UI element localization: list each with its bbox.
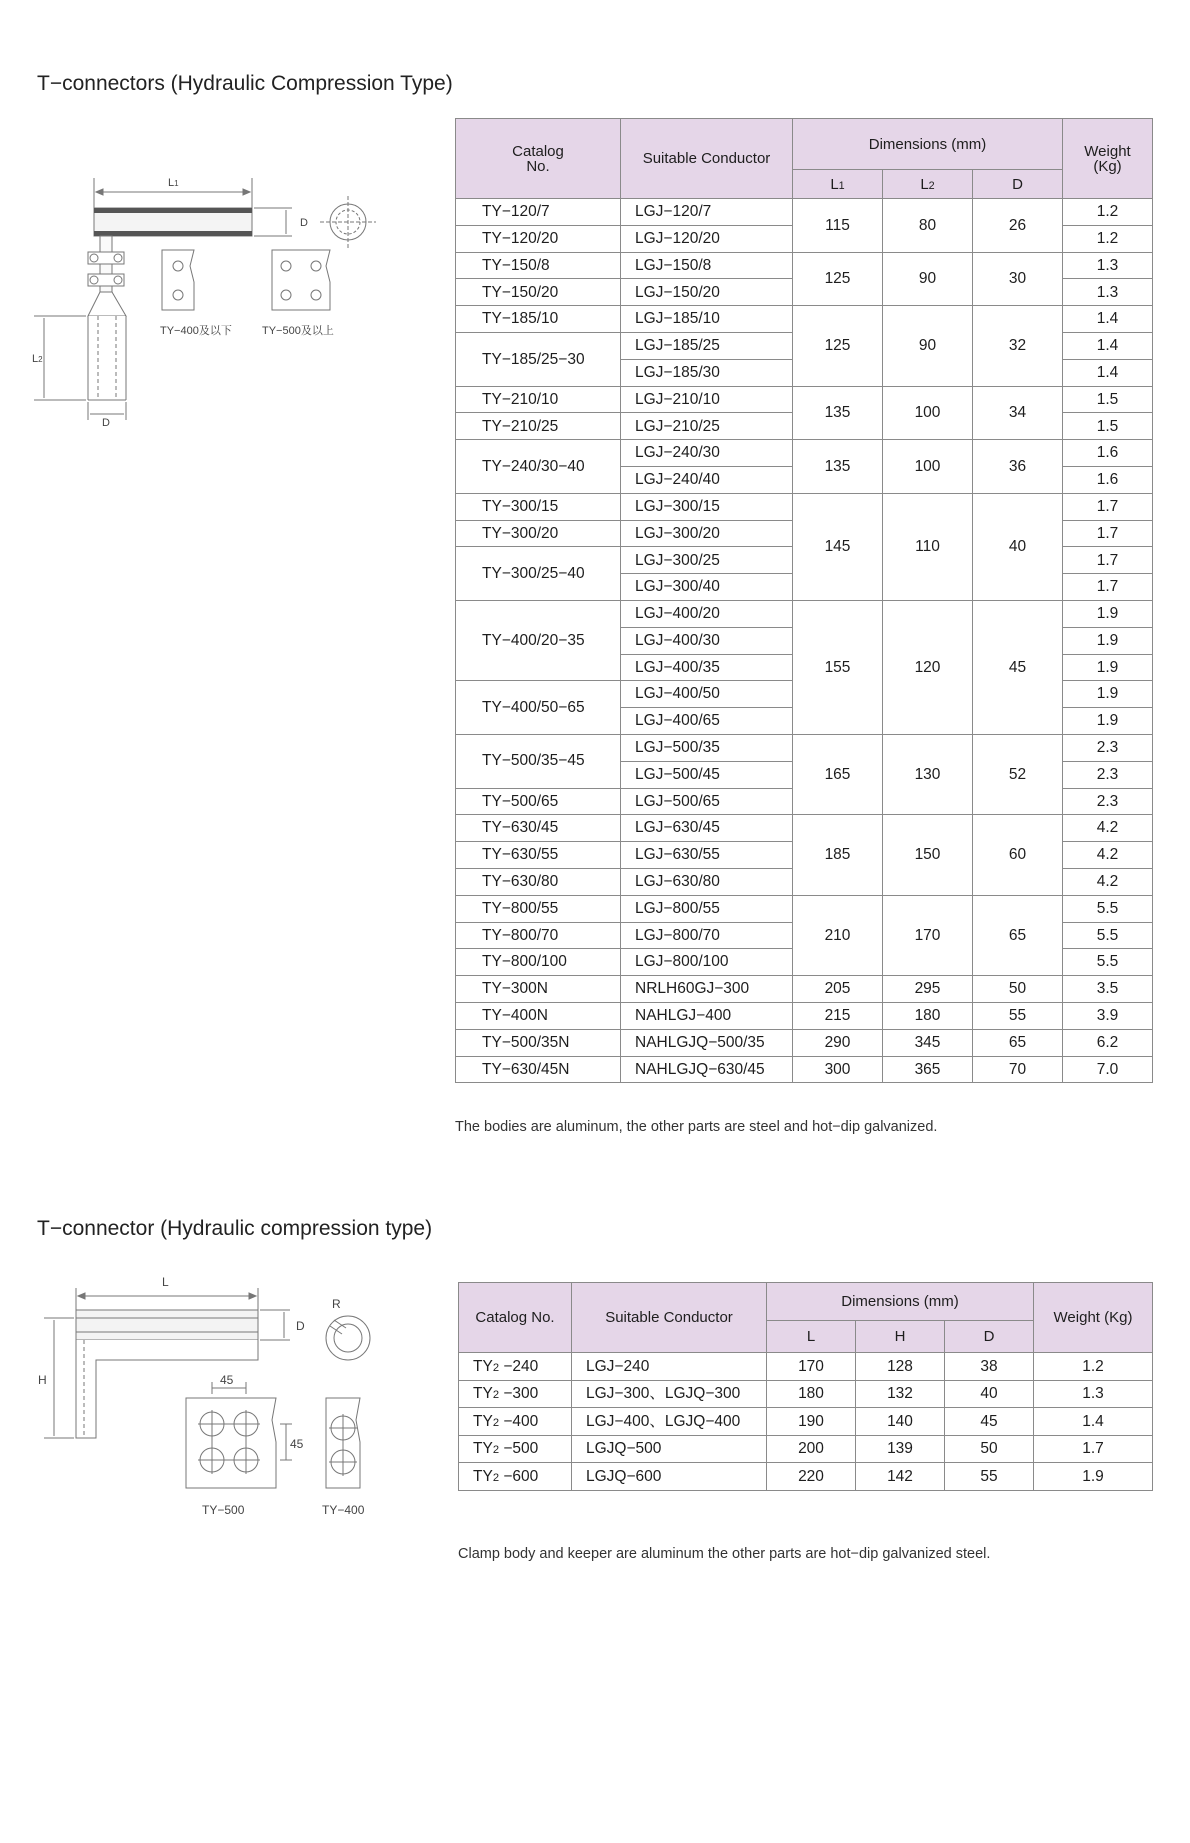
dimension-l1-cell: 125 (793, 252, 883, 306)
header-conductor: Suitable Conductor (621, 119, 793, 199)
conductor-cell: LGJ−400/35 (621, 654, 793, 681)
dimension-d-cell: 34 (973, 386, 1063, 440)
conductor-cell: LGJ−185/10 (621, 306, 793, 333)
header-l2: L2 (883, 170, 973, 199)
dimension-d-cell: 30 (973, 252, 1063, 306)
dimension-l2-cell: 295 (883, 976, 973, 1003)
catalog-cell: TY−400/20−35 (456, 600, 621, 680)
d-cell: 50 (945, 1435, 1034, 1463)
catalog-cell: TY−120/20 (456, 225, 621, 252)
catalog-cell: TY−210/10 (456, 386, 621, 413)
weight-cell: 1.7 (1063, 493, 1153, 520)
table-row (459, 1435, 1153, 1463)
weight-cell: 1.3 (1034, 1380, 1153, 1408)
dimension-l1-cell: 210 (793, 895, 883, 975)
dim-l2-label: L2 (32, 353, 43, 365)
h-cell: 140 (856, 1408, 945, 1436)
catalog-cell: TY−500/65 (456, 788, 621, 815)
dimension-l2-cell: 90 (883, 306, 973, 386)
conductor-cell: LGJ−400/65 (621, 708, 793, 735)
catalog-cell: TY2 −300 (459, 1380, 572, 1408)
catalog-cell: TY−240/30−40 (456, 440, 621, 494)
caption-ty500: TY−500及以上 (262, 325, 334, 337)
header-l1: L1 (793, 170, 883, 199)
weight-cell: 1.5 (1063, 386, 1153, 413)
dimension-l1-cell: 165 (793, 734, 883, 814)
dimension-l2-cell: 120 (883, 600, 973, 734)
dimension-l1-cell: 215 (793, 1002, 883, 1029)
catalog-cell: TY−210/25 (456, 413, 621, 440)
weight-cell: 1.6 (1063, 466, 1153, 493)
dimension-l1-cell: 205 (793, 976, 883, 1003)
weight-cell: 1.9 (1063, 627, 1153, 654)
conductor-cell: LGJ−240 (572, 1353, 767, 1381)
dimension-l2-cell: 100 (883, 386, 973, 440)
header-h: H (856, 1321, 945, 1353)
weight-cell: 1.3 (1063, 252, 1153, 279)
weight-cell: 3.9 (1063, 1002, 1153, 1029)
weight-cell: 5.5 (1063, 922, 1153, 949)
dimension-d-cell: 70 (973, 1056, 1063, 1083)
spec-table-2 (458, 1282, 1153, 1491)
conductor-cell: LGJ−120/7 (621, 199, 793, 226)
dimension-d-cell: 32 (973, 306, 1063, 386)
catalog-cell: TY−300/25−40 (456, 547, 621, 601)
catalog-cell: TY−630/55 (456, 842, 621, 869)
weight-cell: 1.7 (1063, 574, 1153, 601)
conductor-cell: LGJ−120/20 (621, 225, 793, 252)
weight-cell: 1.9 (1063, 654, 1153, 681)
conductor-cell: LGJ−210/25 (621, 413, 793, 440)
dimension-d-cell: 52 (973, 734, 1063, 814)
weight-cell: 5.5 (1063, 949, 1153, 976)
dim-r-label: R (332, 1297, 341, 1311)
catalog-cell: TY−630/45N (456, 1056, 621, 1083)
dim-l1-label: L1 (168, 177, 179, 189)
conductor-cell: LGJ−630/80 (621, 868, 793, 895)
conductor-cell: LGJ−400、LGJQ−400 (572, 1408, 767, 1436)
header-weight-2: Weight (Kg) (1034, 1283, 1153, 1353)
dimension-l1-cell: 185 (793, 815, 883, 895)
section1-note: The bodies are aluminum, the other parts are steel and hot−dip galvanized. (455, 1119, 938, 1135)
weight-cell: 1.4 (1063, 306, 1153, 333)
conductor-cell: LGJ−400/50 (621, 681, 793, 708)
catalog-cell: TY2 −240 (459, 1353, 572, 1381)
dimension-l1-cell: 145 (793, 493, 883, 600)
dimension-l2-cell: 100 (883, 440, 973, 494)
dimension-d-cell: 45 (973, 600, 1063, 734)
catalog-cell: TY−120/7 (456, 199, 621, 226)
dimension-l2-cell: 90 (883, 252, 973, 306)
conductor-cell: LGJ−300/15 (621, 493, 793, 520)
weight-cell: 2.3 (1063, 761, 1153, 788)
conductor-cell: LGJ−400/20 (621, 600, 793, 627)
dimension-l2-cell: 150 (883, 815, 973, 895)
catalog-cell: TY−500/35−45 (456, 734, 621, 788)
section2-title: T−connector (Hydraulic compression type) (37, 1217, 433, 1240)
d-cell: 38 (945, 1353, 1034, 1381)
catalog-cell: TY2 −400 (459, 1408, 572, 1436)
weight-cell: 6.2 (1063, 1029, 1153, 1056)
catalog-cell: TY−150/8 (456, 252, 621, 279)
conductor-cell: NAHLGJ−400 (621, 1002, 793, 1029)
conductor-cell: LGJ−185/25 (621, 332, 793, 359)
l-cell: 180 (767, 1380, 856, 1408)
conductor-cell: NAHLGJQ−500/35 (621, 1029, 793, 1056)
h-cell: 142 (856, 1463, 945, 1491)
h-cell: 128 (856, 1353, 945, 1381)
weight-cell: 1.4 (1034, 1408, 1153, 1436)
conductor-cell: LGJQ−500 (572, 1435, 767, 1463)
h-cell: 139 (856, 1435, 945, 1463)
conductor-cell: LGJ−240/40 (621, 466, 793, 493)
weight-cell: 2.3 (1063, 734, 1153, 761)
weight-cell: 1.4 (1063, 359, 1153, 386)
dimension-l1-cell: 155 (793, 600, 883, 734)
table-row (459, 1380, 1153, 1408)
conductor-cell: LGJ−400/30 (621, 627, 793, 654)
catalog-cell: TY−800/70 (456, 922, 621, 949)
catalog-cell: TY−300/20 (456, 520, 621, 547)
d-cell: 55 (945, 1463, 1034, 1491)
dimension-d-cell: 36 (973, 440, 1063, 494)
dim-h-label: H (38, 1373, 47, 1387)
weight-cell: 1.2 (1034, 1353, 1153, 1381)
conductor-cell: LGJ−300/20 (621, 520, 793, 547)
l-cell: 190 (767, 1408, 856, 1436)
catalog-cell: TY−630/80 (456, 868, 621, 895)
header-conductor-2: Suitable Conductor (572, 1283, 767, 1353)
dimension-d-cell: 40 (973, 493, 1063, 600)
weight-cell: 5.5 (1063, 895, 1153, 922)
dimension-d-cell: 65 (973, 1029, 1063, 1056)
dimension-l2-cell: 180 (883, 1002, 973, 1029)
caption-ty400: TY−400及以下 (160, 325, 232, 337)
conductor-cell: LGJ−150/20 (621, 279, 793, 306)
section2-note: Clamp body and keeper are aluminum the other parts are hot−dip galvanized steel. (458, 1546, 991, 1562)
header-d: D (973, 170, 1063, 199)
spec-table-1 (455, 118, 1153, 1083)
dimension-l2-cell: 365 (883, 1056, 973, 1083)
weight-cell: 1.9 (1034, 1463, 1153, 1491)
conductor-cell: LGJ−300、LGJQ−300 (572, 1380, 767, 1408)
caption-ty400-2: TY−400 (322, 1503, 365, 1517)
weight-cell: 2.3 (1063, 788, 1153, 815)
dim-d-bottom-label: D (102, 417, 110, 429)
catalog-cell: TY−150/20 (456, 279, 621, 306)
conductor-cell: LGJ−210/10 (621, 386, 793, 413)
conductor-cell: LGJ−300/40 (621, 574, 793, 601)
table-row (459, 1408, 1153, 1436)
weight-cell: 1.9 (1063, 681, 1153, 708)
l-cell: 170 (767, 1353, 856, 1381)
weight-cell: 1.7 (1063, 520, 1153, 547)
dimension-l2-cell: 130 (883, 734, 973, 814)
dimension-l1-cell: 135 (793, 440, 883, 494)
dimension-d-cell: 50 (973, 976, 1063, 1003)
conductor-cell: LGJ−630/45 (621, 815, 793, 842)
conductor-cell: LGJ−500/65 (621, 788, 793, 815)
weight-cell: 4.2 (1063, 815, 1153, 842)
conductor-cell: LGJ−300/25 (621, 547, 793, 574)
conductor-cell: LGJ−800/55 (621, 895, 793, 922)
dimension-d-cell: 26 (973, 199, 1063, 253)
weight-cell: 1.9 (1063, 600, 1153, 627)
l-cell: 220 (767, 1463, 856, 1491)
weight-cell: 1.6 (1063, 440, 1153, 467)
header-catalog: Catalog No. (456, 119, 621, 199)
weight-cell: 3.5 (1063, 976, 1153, 1003)
weight-cell: 1.5 (1063, 413, 1153, 440)
catalog-cell: TY−630/45 (456, 815, 621, 842)
catalog-cell: TY−800/55 (456, 895, 621, 922)
weight-cell: 1.3 (1063, 279, 1153, 306)
weight-cell: 1.2 (1063, 199, 1153, 226)
weight-cell: 7.0 (1063, 1056, 1153, 1083)
dim-d-label: D (300, 217, 308, 229)
weight-cell: 1.7 (1034, 1435, 1153, 1463)
t-connector-drawing-2 (30, 1270, 410, 1540)
dimension-d-cell: 60 (973, 815, 1063, 895)
dim-45-vertical: 45 (290, 1437, 304, 1451)
l-cell: 200 (767, 1435, 856, 1463)
section1-title: T−connectors (Hydraulic Compression Type) (37, 72, 453, 95)
weight-cell: 1.7 (1063, 547, 1153, 574)
dimension-l1-cell: 115 (793, 199, 883, 253)
conductor-cell: LGJ−500/45 (621, 761, 793, 788)
weight-cell: 1.2 (1063, 225, 1153, 252)
conductor-cell: LGJ−800/100 (621, 949, 793, 976)
dim-d-label-2: D (296, 1319, 305, 1333)
catalog-cell: TY2 −500 (459, 1435, 572, 1463)
t-connector-drawing-1 (30, 170, 400, 430)
weight-cell: 4.2 (1063, 842, 1153, 869)
dimension-l2-cell: 110 (883, 493, 973, 600)
d-cell: 45 (945, 1408, 1034, 1436)
header-dimensions: Dimensions (mm) (793, 119, 1063, 170)
d-cell: 40 (945, 1380, 1034, 1408)
catalog-cell: TY−400/50−65 (456, 681, 621, 735)
weight-cell: 4.2 (1063, 868, 1153, 895)
conductor-cell: LGJ−630/55 (621, 842, 793, 869)
conductor-cell: NAHLGJQ−630/45 (621, 1056, 793, 1083)
catalog-cell: TY−300/15 (456, 493, 621, 520)
dimension-l1-cell: 135 (793, 386, 883, 440)
dimension-d-cell: 65 (973, 895, 1063, 975)
table-row (459, 1463, 1153, 1491)
dimension-d-cell: 55 (973, 1002, 1063, 1029)
conductor-cell: LGJ−500/35 (621, 734, 793, 761)
conductor-cell: LGJ−150/8 (621, 252, 793, 279)
dimension-l1-cell: 300 (793, 1056, 883, 1083)
weight-cell: 1.4 (1063, 332, 1153, 359)
catalog-cell: TY−800/100 (456, 949, 621, 976)
caption-ty500-2: TY−500 (202, 1503, 245, 1517)
catalog-cell: TY2 −600 (459, 1463, 572, 1491)
header-l: L (767, 1321, 856, 1353)
conductor-cell: LGJ−240/30 (621, 440, 793, 467)
catalog-cell: TY−300N (456, 976, 621, 1003)
h-cell: 132 (856, 1380, 945, 1408)
catalog-cell: TY−185/10 (456, 306, 621, 333)
catalog-cell: TY−500/35N (456, 1029, 621, 1056)
catalog-cell: TY−185/25−30 (456, 332, 621, 386)
dimension-l1-cell: 125 (793, 306, 883, 386)
table-row (459, 1353, 1153, 1381)
dimension-l1-cell: 290 (793, 1029, 883, 1056)
conductor-cell: LGJ−800/70 (621, 922, 793, 949)
conductor-cell: LGJ−185/30 (621, 359, 793, 386)
dimension-l2-cell: 80 (883, 199, 973, 253)
dimension-l2-cell: 170 (883, 895, 973, 975)
conductor-cell: LGJQ−600 (572, 1463, 767, 1491)
conductor-cell: NRLH60GJ−300 (621, 976, 793, 1003)
dim-l-label: L (162, 1275, 169, 1289)
catalog-cell: TY−400N (456, 1002, 621, 1029)
weight-cell: 1.9 (1063, 708, 1153, 735)
header-catalog-2: Catalog No. (459, 1283, 572, 1353)
dim-45-horizontal: 45 (220, 1373, 234, 1387)
header-weight: Weight (Kg) (1063, 119, 1153, 199)
header-dimensions-2: Dimensions (mm) (767, 1283, 1034, 1321)
header-d-2: D (945, 1321, 1034, 1353)
dimension-l2-cell: 345 (883, 1029, 973, 1056)
